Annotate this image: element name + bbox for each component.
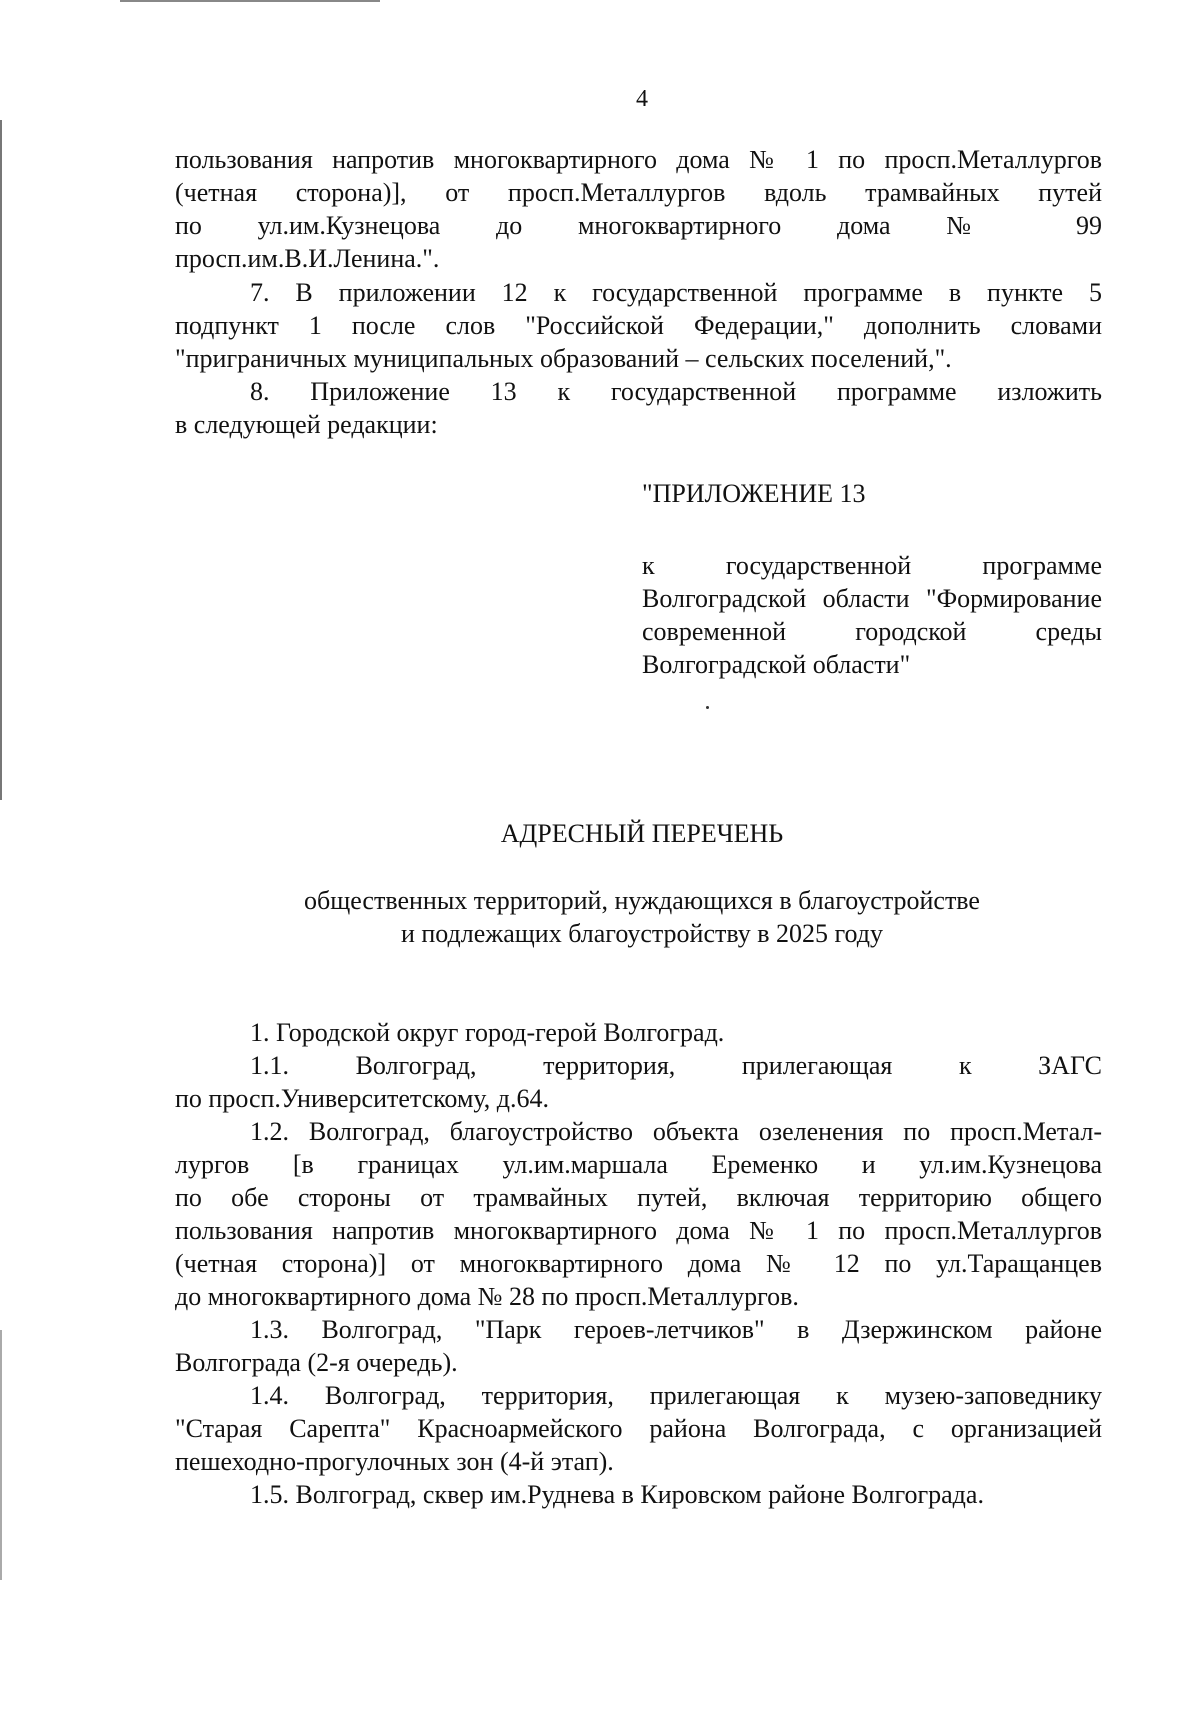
item-7-line: "приграничных муниципальных образований – сельских поселений,". [175,344,952,373]
list-item-1-1-line: по просп.Университетскому, д.64. [175,1084,550,1113]
intro-line: (четная сторона)], от просп.Металлургов вдоль трамвайных путей [175,178,1102,207]
list-item-1-2-line: до многоквартирного дома № 28 по просп.Металлургов. [175,1282,799,1311]
intro-line: просп.им.В.И.Ленина.". [175,244,440,273]
item-7-line: 7. В приложении 12 к государственной программе в пункте 5 [250,278,1102,307]
item-8-line: 8. Приложение 13 к государственной программе изложить [250,377,1102,406]
list-item-1-4-line: пешеходно-прогулочных зон (4-й этап). [175,1447,614,1476]
list-heading: 1. Городской округ город-герой Волгоград. [250,1018,725,1047]
list-item-1-5: 1.5. Волгоград, сквер им.Руднева в Кировском районе Волгограда. [250,1480,984,1509]
appendix-subtitle-line: Волгоградской области" [642,650,911,679]
list-item-1-2-line: 1.2. Волгоград, благоустройство объекта озеленения по просп.Метал- [250,1117,1102,1146]
list-item-1-4-line: 1.4. Волгоград, территория, прилегающая к музею-заповеднику [250,1381,1102,1410]
scan-top-edge [120,0,380,2]
appendix-subtitle-line: к государственной программе [642,551,1102,580]
appendix-subtitle-line: Волгоградской области "Формирование [642,584,1102,613]
list-item-1-1-line: 1.1. Волгоград, территория, прилегающая к ЗАГС [250,1051,1102,1080]
scan-left-edge [0,120,2,800]
item-7-paragraph [175,276,1102,375]
intro-line: пользования напротив многоквартирного дома № 1 по просп.Металлургов [175,145,1102,174]
list-item-1-2-line: по обе стороны от трамвайных путей, включая территорию общего [175,1183,1102,1212]
item-8-line: в следующей редакции: [175,410,438,439]
scan-left-edge-lower [0,1330,2,1580]
address-list [175,1016,1102,1511]
list-item-1-3-line: Волгограда (2-я очередь). [175,1348,458,1377]
list-item-1-3-line: 1.3. Волгоград, "Парк героев-летчиков" в Дзержинском районе [250,1315,1102,1344]
appendix-subtitle [642,549,1102,681]
intro-paragraph [175,143,1102,275]
item-8-paragraph [175,375,1102,441]
item-7-line: подпункт 1 после слов "Российской Федерации," дополнить словами [175,311,1102,340]
list-item-1-4-line: "Старая Сарепта" Красноармейского района Волгограда, с организацией [175,1414,1102,1443]
page-number: 4 [636,86,648,112]
document-subtitle-line: и подлежащих благоустройству в 2025 году [400,919,884,948]
appendix-title: "ПРИЛОЖЕНИЕ 13 [642,479,866,508]
document-title: АДРЕСНЫЙ ПЕРЕЧЕНЬ [500,819,784,848]
list-item-1-2-line: лургов [в границах ул.им.маршала Еременко и ул.им.Кузнецова [175,1150,1102,1179]
scan-speck [706,706,709,709]
document-subtitle [0,884,1200,950]
intro-line: по ул.им.Кузнецова до многоквартирного дома № 99 [175,211,1102,240]
list-item-1-2-line: (четная сторона)] от многоквартирного дома № 12 по ул.Таращанцев [175,1249,1102,1278]
document-subtitle-line: общественных территорий, нуждающихся в благоустройстве [304,886,980,915]
appendix-subtitle-line: современной городской среды [642,617,1102,646]
list-item-1-2-line: пользования напротив многоквартирного дома № 1 по просп.Металлургов [175,1216,1102,1245]
